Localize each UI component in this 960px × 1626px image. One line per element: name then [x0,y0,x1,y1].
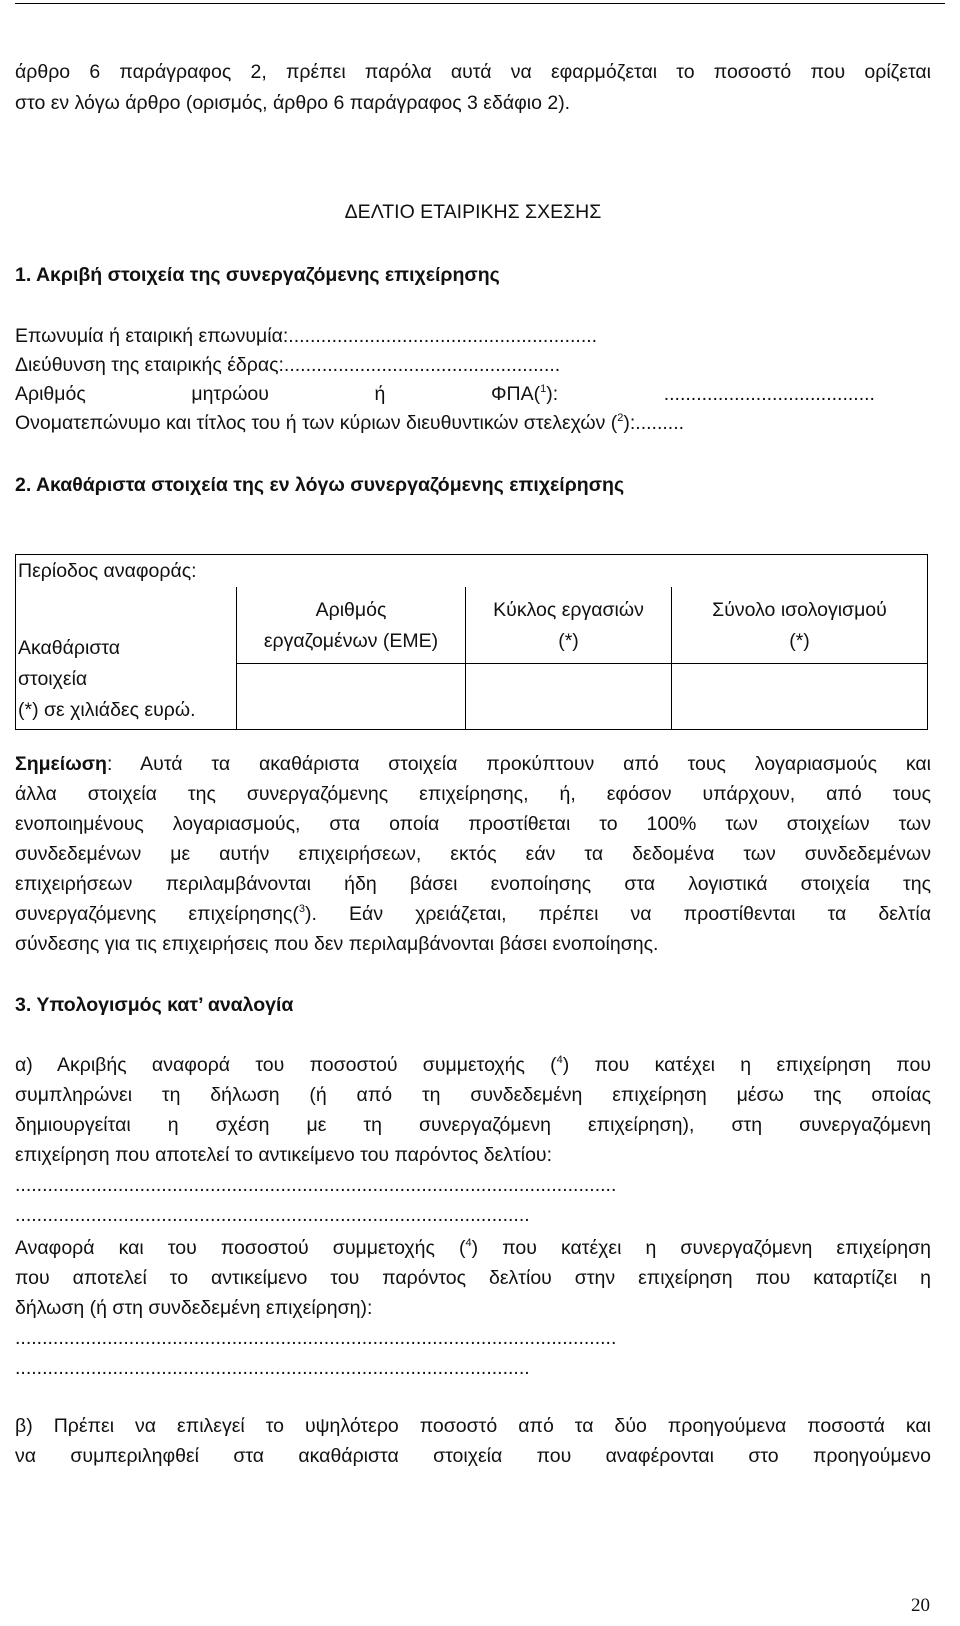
reg-dots: ....................................... [663,383,875,405]
reg-vat: ΦΠΑ($^1$): [490,383,559,405]
section-1-heading: 1. Ακριβή στοιχεία της συνεργαζόμενης επιχείρησης [15,264,500,286]
financial-data-table [15,554,928,730]
period-label-cell [16,555,237,588]
executives-field: Ονοματεπώνυμο και τίτλος του ή των κύριων διευθυντικών στελεχών ($^2$):......... [15,412,685,434]
registered-office-field: Διεύθυνση της εταιρικής έδρας:................................................... [15,354,561,376]
footnote-ref-4a: 4 [556,1054,563,1066]
section-3-heading: 3. Υπολογισμός κατ’ αναλογία [15,994,294,1016]
footnote-ref-1: 1 [540,383,547,395]
para-a-line-4: επιχείρηση που αποτελεί το αντικείμενο του παρόντος δελτίου: [15,1144,552,1166]
para-c-line-2: να συμπεριληφθεί στα ακαθάριστα στοιχεία που αναφέρονται στο προηγούμενο [15,1445,931,1467]
turnover-value-cell[interactable] [466,663,672,729]
para-a-line-2: συμπληρώνει τη δήλωση (ή από τη συνδεδεμένη επιχείρηση μέσω της οποίας [15,1084,931,1106]
company-name-field: Επωνυμία ή εταιρική επωνυμία:......................................................... [15,325,598,347]
note-line-5: επιχειρήσεων περιλαμβάνονται ήδη βάσει ενοποίησης στα λογιστικά στοιχεία της [15,873,931,895]
row-label-line-3: (*) σε χιλιάδες ευρώ. [18,699,196,721]
footnote-ref-2: 2 [617,412,624,424]
para-a-line-3: δημιουργείται η σχέση με τη συνεργαζόμενη επιχείρηση), στη συνεργαζόμενη [15,1114,931,1136]
note-label: Σημείωση [15,753,107,775]
reg-word-1: Αριθμός [15,383,86,405]
para-b-line-1: Αναφορά και του ποσοστού συμμετοχής ($^4$) που κατέχει η συνεργαζόμενη επιχείρηση [15,1237,931,1259]
top-rule [15,3,945,4]
footnote-ref-3: 3 [298,903,306,915]
registration-number-field [15,382,875,406]
para-c-line-1: β) Πρέπει να επιλεγεί το υψηλότερο ποσοστό από τα δύο προηγούμενα ποσοστά και [15,1415,931,1437]
turnover-header: Κύκλος εργασιών (*) [466,587,672,663]
reg-word-3: ή [374,383,386,405]
footnote-ref-4b: 4 [465,1237,472,1249]
para-a-line-1: α) Ακριβής αναφορά του ποσοστού συμμετοχής ($^4$) που κατέχει η επιχείρηση που [15,1054,931,1076]
fill-line-4: ............................................................................................... [15,1357,530,1379]
row-label-line-2: στοιχεία [18,668,88,690]
para-b-line-3: δήλωση (ή στη συνδεδεμένη επιχείρηση): [15,1297,373,1319]
employees-value-cell[interactable] [237,663,466,729]
fill-line-2: ............................................................................................... [15,1204,530,1226]
balance-sheet-header: Σύνολο ισολογισμού (*) [672,587,928,663]
reg-word-2: μητρώου [191,383,269,405]
period-label: Περίοδος αναφοράς: [18,560,197,582]
row-label-cell [16,587,237,730]
note-line-6: συνεργαζόμενης επιχείρησης($^3$). Εάν χρειάζεται, πρέπει να προστίθενται τα δελτία [15,903,931,925]
row-label-line-1: Ακαθάριστα [18,637,121,659]
form-title: ΔΕΛΤΙΟ ΕΤΑΙΡΙΚΗΣ ΣΧΕΣΗΣ [344,201,602,223]
note-line-3: ενοποιημένους λογαριασμούς, στα οποία προστίθεται το 100% των στοιχείων των [15,813,931,835]
intro-line-2: στο εν λόγω άρθρο (ορισμός, άρθρο 6 παράγραφος 3 εδάφιο 2). [15,92,571,114]
fill-line-1: ............................................................................................................... [15,1174,617,1196]
period-value-cell[interactable] [237,555,928,588]
balance-sheet-value-cell[interactable] [672,663,928,729]
note-line-7: σύνδεσης για τις επιχειρήσεις που δεν περιλαμβάνονται βάσει ενοποίησης. [15,933,659,955]
para-b-line-2: που αποτελεί το αντικείμενο του παρόντος δελτίου στην επιχείρηση που καταρτίζει η [15,1267,931,1289]
note-line-4: συνδεδεμένων με αυτήν επιχειρήσεων, εκτός εάν τα δεδομένα των συνδεδεμένων [15,843,931,865]
page-number: 20 [911,1595,930,1616]
note-line-2: άλλα στοιχεία της συνεργαζόμενης επιχείρησης, ή, εφόσον υπάρχουν, από τους [15,783,931,805]
section-2-heading: 2. Ακαθάριστα στοιχεία της εν λόγω συνεργαζόμενης επιχείρησης [15,474,625,496]
intro-line-1: άρθρο 6 παράγραφος 2, πρέπει παρόλα αυτά να εφαρμόζεται το ποσοστό που ορίζεται [15,61,931,83]
fill-line-3: ............................................................................................................... [15,1327,617,1349]
employees-header: Αριθμός εργαζομένων (ΕΜΕ) [237,587,466,663]
note-line-1: Σημείωση: Αυτά τα ακαθάριστα στοιχεία προκύπτουν από τους λογαριασμούς και [15,753,931,775]
